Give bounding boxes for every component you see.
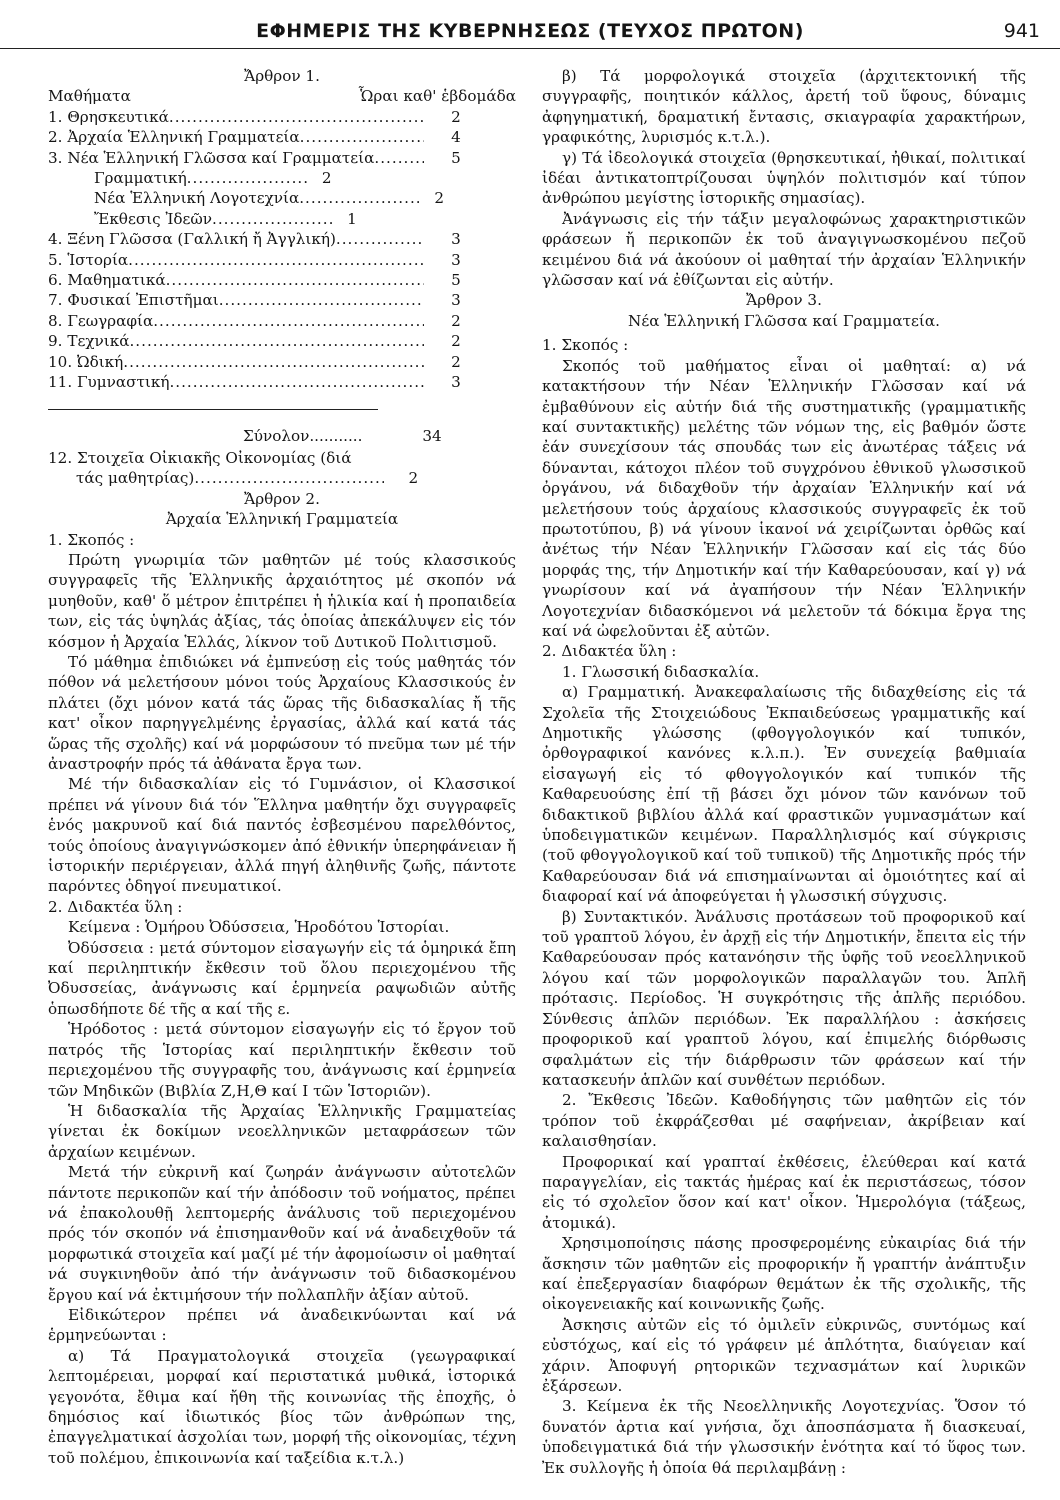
schedule-subrow bbox=[48, 168, 516, 188]
schedule-row-value: 4 bbox=[451, 128, 461, 147]
article-2-section-2-heading: 2. Διδακτέα ὕλη : bbox=[48, 897, 183, 916]
schedule-row bbox=[48, 270, 488, 290]
article-3-section-2-heading: 2. Διδακτέα ὕλη : bbox=[542, 642, 677, 661]
schedule-row-value: 3 bbox=[451, 291, 461, 310]
article-2-paragraph: Μέ τήν διδασκαλίαν εἰς τό Γυμνάσιον, οἱ Κλασσικοί πρέπει νά γίνουν διά τόν Ἕλληνα μαθητήν ὄχι συγγραφεῖς ἑνός μακρυνοῦ καί διά παντός ἐσβεσμένου παρελθόντος, τούς ὁποίους ἀναγιγνώσκομεν ἀπό ἐθνικήν ὑπερηφάνειαν ἤ ἱστορικήν περιέργειαν, ἀλλά πηγή ἀληθινῆς ζωῆς, πάντοτε παρόντες ὁδηγοί πνευματικοί. bbox=[48, 775, 516, 896]
row-12-label-line2: τάς μαθητρίας) bbox=[76, 469, 195, 488]
schedule-subrow bbox=[48, 209, 516, 229]
article-3-paragraph: Χρησιμοποίησις πάσης προσφερομένης εὐκαιρίας διά τήν ἄσκησιν τῶν μαθητῶν εἰς προφορικήν ἤ γραπτήν ἀνάπτυξιν καί ἐπεξεργασίαν διαφόρων θεμάτων ἐκ τῆς σχολικῆς, τῆς οἰκογενειακῆς καί κοινωνικῆς ζωῆς. bbox=[542, 1234, 1026, 1314]
schedule-row bbox=[48, 127, 488, 147]
article-3-title: Ἄρθρον 3. bbox=[746, 291, 822, 310]
row-12-line2 bbox=[48, 468, 516, 488]
schedule-row bbox=[48, 250, 488, 270]
article-2-paragraph: Μετά τήν εὐκρινῆ καί ζωηράν ἀνάγνωσιν αὐτοτελῶν πάντοτε περικοπῶν καί τήν ἀπόδοσιν τοῦ νοήματος, πρέπει νά ἐπακολουθῇ λεπτομερής ἀνάλυσις τοῦ περιεχομένου πρός τόν σκοπόν νά ἐπισημανθοῦν καί νά ἀναδειχθοῦν τά μορφωτικά στοιχεῖα καί μαζί μέ τήν ἀφομοίωσιν οἱ μαθηταί νά συγκινηθοῦν ἀπό τήν ἀνάγνωσιν τοῦ διδασκομένου ἔργου καί νά ἐκτιμήσουν τήν πολλαπλῆν ἀξίαν αὐτοῦ. bbox=[48, 1163, 516, 1304]
schedule-row bbox=[48, 331, 488, 351]
total-divider bbox=[48, 409, 378, 410]
schedule-row-value: 1 bbox=[347, 209, 357, 228]
schedule-row-label: 11. Γυμναστική bbox=[48, 373, 170, 392]
page-header bbox=[0, 18, 1060, 49]
article-3-paragraph: 2. Ἔκθεσις Ἰδεῶν. Καθοδήγησις τῶν μαθητῶν εἰς τόν τρόπον τοῦ ἐκφράζεσθαι μέ σαφήνειαν, ἀκρίβειαν καί καλαισθησίαν. bbox=[542, 1091, 1026, 1151]
row-12-value: 2 bbox=[408, 469, 419, 488]
article-3-paragraph: Σκοπός τοῦ μαθήματος εἶναι οἱ μαθηταί: α) νά κατακτήσουν τήν Νέαν Ἑλληνικήν Γλῶσσαν καί νά ἐμβαθύνουν εἰς αὐτήν διά τῆς συστηματικῆς (γραμματικῆς καί συντακτικῆς) μελέτης τῶν νόμων της, εἰς βαθμόν ὥστε ἐάν συνεχίσουν τάς σπουδάς των εἰς ἀνωτέρας τάξεις νά δύνανται, κάτοχοι πλέον τοῦ συγχρόνου ἐθνικοῦ γλωσσικοῦ ὀργάνου, νά διδαχθοῦν τήν ἀρχαίαν Ἑλληνικήν καί νά μελετήσουν τούς ἀρχαίους κλασσικούς συγγραφεῖς ἐκ τοῦ πρωτοτύπου, β) νά γίνουν ἱκανοί νά χειρίζωνται ὀρθῶς καί ἀνέτως τήν Νέαν Ἑλληνικήν Γλῶσσαν καί εἰς τάς δύο μορφάς της, τήν Δημοτικήν καί τήν Καθαρεύουσαν, καί γ) νά γνωρίσουν καί νά ἀγαπήσουν τήν Νέαν Ἑλληνικήν Λογοτεχνίαν διδασκόμενοι νά μελετοῦν τά δόκιμα ἔργα της καί νά ὠφελοῦνται ἐξ αὐτῶν. bbox=[542, 356, 1026, 640]
schedule-row-value: 5 bbox=[451, 148, 461, 167]
schedule-row-label: Γραμματική bbox=[94, 169, 187, 188]
article-2-section-1-heading: 1. Σκοπός : bbox=[48, 530, 135, 549]
total-leader-dots: ........... bbox=[309, 426, 363, 445]
article-2-paragraph: α) Τά Πραγματολογικά στοιχεῖα (γεωγραφικαί λεπτομέρειαι, μορφαί καί περιστατικά μυθικά, ἱστορικά γεγονότα, ἔθιμα καί ἤθη τῆς κοινωνίας τῆς ἐποχῆς, ὁ δημόσιος καί ἰδιωτικός βίος τῶν ἀνθρώπων της, ἐπαγγελματικαί ἀσχολίαι των, μορφή τῆς οἰκονομίας, τέχνη τοῦ πολέμου, ἐπικοινωνία καί ταξείδια κ.τ.λ.) bbox=[48, 1346, 516, 1467]
article-2-paragraph: Εἰδικώτερον πρέπει νά ἀναδεικνύωνται καί νά ἑρμηνεύωνται : bbox=[48, 1305, 516, 1345]
leader-dots bbox=[336, 229, 424, 249]
article-2-paragraph: β) Τά μορφολογικά στοιχεῖα (ἀρχιτεκτονική τῆς συγγραφῆς, ποιητικόν κάλλος, ἀρετή τοῦ ὕφους, δύναμις ἀφηγηματική, δραματική ἔντασις, σκιαγραφία χαρακτήρων, γραφικότης, λυρισμός κ.τ.λ.). bbox=[542, 67, 1026, 147]
schedule-table bbox=[48, 86, 516, 488]
schedule-table-header bbox=[48, 86, 516, 106]
article-2-paragraph: Ἡρόδοτος : μετά σύντομον εἰσαγωγήν εἰς τό ἔργον τοῦ πατρός τῆς Ἱστορίας καί περιληπτικήν ἔκθεσιν τοῦ περιεχομένου τῆς συγγραφῆς του, ἀνάγνωσις καί ἑρμηνεία τῶν Μηδικῶν (Βιβλία Ζ,Η,Θ καί Ι τῶν Ἱστοριῶν). bbox=[48, 1020, 516, 1100]
article-3-paragraph: β) Συντακτικόν. Ἀνάλυσις προτάσεων τοῦ προφορικοῦ καί τοῦ γραπτοῦ λόγου, ἐν ἀρχῇ εἰς τήν Δημοτικήν, ἔπειτα εἰς τήν Καθαρεύουσαν πρός κατανόησιν τῆς ὑφῆς τοῦ νεοελληνικοῦ λόγου καί τῶν μορφολογικῶν παραλλαγῶν του. Ἁπλῆ πρότασις. Περίοδος. Ἡ συγκρότησις τῆς ἁπλῆς περιόδου. Σύνθεσις ἁπλῶν περιόδων. Ἐκ παραλλήλου : ἀσκήσεις προφορικοῦ καί γραπτοῦ λόγου, καί ἐπιμελής διόρθωσις σφαλμάτων εἰς τήν διάρθρωσιν τῶν φράσεων καί τήν κατασκευήν ἁπλῶν καί συνθέτων περιόδων. bbox=[542, 907, 1026, 1089]
schedule-row bbox=[48, 148, 488, 168]
schedule-row bbox=[48, 372, 488, 392]
leader-dots bbox=[374, 148, 424, 168]
leader-dots bbox=[128, 250, 424, 270]
schedule-row-value: 2 bbox=[434, 189, 445, 208]
schedule-row-label: Ἔκθεσις Ἰδεῶν bbox=[94, 209, 213, 228]
article-2-texts-line: Κείμενα : Ὁμήρου Ὀδύσσεια, Ἡροδότου Ἱστορίαι. bbox=[68, 918, 450, 937]
leader-dots bbox=[153, 311, 424, 331]
article-3-subtitle: Νέα Ἑλληνική Γλῶσσα καί Γραμματεία. bbox=[628, 311, 940, 330]
total-value: 34 bbox=[422, 426, 442, 445]
schedule-row-value: 3 bbox=[451, 373, 461, 392]
schedule-row bbox=[48, 311, 488, 331]
article-3-paragraph: α) Γραμματική. Ἀνακεφαλαίωσις τῆς διδαχθείσης εἰς τά Σχολεῖα τῆς Στοιχειώδους Ἐκπαιδεύσεως γραμματικῆς καί Δημοτικῆς γλώσσης (φθογγολογικόν καί τυπικόν, ὀρθογραφικοί κανόνες κ.λ.π.). Ἐν συνεχείᾳ βαθμιαία εἰσαγωγή εἰς τό φθογγολογικόν καί τυπικόν τῆς Καθαρευούσης ἐπί τῇ βάσει ὄχι μόνον τῶν κανόνων τοῦ διδακτικοῦ βιβλίου ἀλλά καί φραστικῶν γυμνασμάτων καί ὑποδειγματικῶν κειμένων. Παραλληλισμός καί σύγκρισις (τοῦ φθογγολογικοῦ καί τοῦ τυπικοῦ) τῆς Δημοτικῆς πρός τήν Καθαρεύουσαν διά νά επισημαίνωνται αἱ ὁμοιότητες καί αἱ διαφοραί καί νά ἀποφεύγεται ἡ γλωσσική σύγχυσις. bbox=[542, 683, 1026, 906]
schedule-row bbox=[48, 352, 488, 372]
article-2-subtitle: Ἀρχαία Ἑλληνική Γραμματεία bbox=[165, 510, 399, 529]
leader-dots bbox=[300, 127, 424, 147]
schedule-rows bbox=[48, 107, 516, 393]
article-1-title: Ἄρθρον 1. bbox=[244, 67, 320, 85]
article-2-paragraph: γ) Τά ἰδεολογικά στοιχεῖα (θρησκευτικαί, ἠθικαί, πολιτικαί ἰδέαι ἀντικατοπτρίζουσαι ὑψηλόν πολιτισμόν καί τύπον ἀνθρώπου μεγίστης ἱστορικῆς σημασίας). bbox=[542, 148, 1026, 208]
page-number: 941 bbox=[1003, 20, 1040, 42]
schedule-row-value: 2 bbox=[451, 311, 461, 330]
article-2-paragraph: Ἀνάγνωσις εἰς τήν τάξιν μεγαλοφώνως χαρακτηριστικῶν φράσεων ἤ περικοπῶν ἐκ τοῦ ἀναγιγνωσκομένου πεζοῦ κειμένου διά νά ἀκούουν οἱ μαθηταί τήν ἀρχαίαν Ἑλληνικήν γλῶσσαν καί νά ἐθίζωνται εἰς αὐτήν. bbox=[542, 209, 1026, 290]
schedule-subrow bbox=[48, 188, 516, 208]
schedule-row-label: 8. Γεωγραφία bbox=[48, 311, 154, 330]
schedule-row bbox=[48, 290, 488, 310]
article-3-subheading: 1. Γλωσσική διδασκαλία. bbox=[562, 662, 760, 681]
schedule-row-value: 2 bbox=[451, 332, 461, 351]
leader-dots bbox=[299, 188, 419, 208]
article-3-paragraph: 3. Κείμενα ἐκ τῆς Νεοελληνικῆς Λογοτεχνίας. Ὅσον τό δυνατόν ἀρτια καί γνήσια, ὄχι ἀποσπάσματα ἤ διασκευαί, ὑποδειγματικά διά τήν γλωσσικήν ἑνότητα καί τό ὕφος των. Ἐκ συλλογῆς ἡ ὁποία θά περιλαμβάνῃ : bbox=[542, 1397, 1026, 1477]
schedule-row-value: 3 bbox=[451, 250, 461, 269]
schedule-row-label: 10. Ὠδική bbox=[48, 352, 124, 371]
article-2-paragraph: Πρώτη γνωριμία τῶν μαθητῶν μέ τούς κλασσικούς συγγραφεῖς τῆς Ἑλληνικῆς ἀρχαιότητος μέ σκοπόν νά μυηθοῦν, καθ' ὅ μέτρον ἐπιτρέπει ἡ ἡλικία καί ἡ προπαιδεία των, εἰς τάς ὑψηλάς ἀξίας, τάς ὁποίας ἀπεκάλυψεν εἰς τόν κόσμον ἡ Ἀρχαία Ἑλλάς, λίκνον τοῦ Δυτικοῦ Πολιτισμοῦ. bbox=[48, 550, 516, 651]
article-2-title: Ἄρθρον 2. bbox=[244, 489, 320, 508]
leader-dots bbox=[166, 270, 424, 290]
left-column bbox=[48, 66, 516, 1468]
schedule-row-label: 6. Μαθηματικά bbox=[48, 271, 166, 290]
article-3-paragraph: Προφορικαί καί γραπταί ἐκθέσεις, ἐλεύθεραι καί κατά παραγγελίαν, εἰς τακτάς ἡμέρας καί ἐκ περιστάσεως, τόσον εἰς τό σχολεῖον ὅσον καί κατ' οἶκον. Ἡμερολόγια (τάξεως, ἀτομικά). bbox=[542, 1152, 1026, 1232]
leader-dots bbox=[169, 107, 424, 127]
article-3-section-1-heading: 1. Σκοπός : bbox=[542, 336, 629, 355]
leader-dots bbox=[129, 331, 424, 351]
schedule-row bbox=[48, 107, 488, 127]
schedule-row-12 bbox=[48, 448, 516, 489]
schedule-row-value: 5 bbox=[451, 271, 461, 290]
schedule-row-label: 1. Θρησκευτικά bbox=[48, 107, 169, 126]
row-12-leader-dots bbox=[194, 468, 384, 488]
leader-dots bbox=[212, 209, 332, 229]
schedule-row-label: 7. Φυσικαί Ἐπιστῆμαι bbox=[48, 291, 219, 310]
column-hours-heading: Ὧραι καθ' ἑβδομάδα bbox=[358, 87, 516, 106]
article-2-paragraph: Ἡ διδασκαλία τῆς Ἀρχαίας Ἑλληνικῆς Γραμματείας γίνεται ἐκ δοκίμων νεοελληνικῶν μεταφράσεων τῶν ἀρχαίων κειμένων. bbox=[48, 1101, 516, 1161]
schedule-row-label: 9. Τεχνικά bbox=[48, 332, 130, 351]
row-12-label-line1: 12. Στοιχεῖα Οἰκιακῆς Οἰκονομίας (διά bbox=[48, 448, 352, 467]
leader-dots bbox=[123, 352, 424, 372]
schedule-row-value: 2 bbox=[321, 169, 332, 188]
gazette-title: ΕΦΗΜΕΡΙΣ ΤΗΣ ΚΥΒΕΡΝΗΣΕΩΣ (ΤΕΥΧΟΣ ΠΡΩΤΟΝ) bbox=[256, 20, 804, 42]
total-label: Σύνολον bbox=[243, 426, 310, 445]
schedule-total-row bbox=[48, 426, 516, 446]
article-2-paragraph: Τό μάθημα ἐπιδιώκει νά ἐμπνεύσῃ εἰς τούς μαθητάς τόν πόθον νά μελετήσουν μόνοι τούς Ἀρχαίους Κλασσικούς ἐν πλάτει (ὄχι μόνον κατά τάς ὥρας τῆς διδασκαλίας ἤ τῆς κατ' οἶκον παρηγγελμένης ἐργασίας, ἀλλά καί κατά τάς ὥρας τῆς σχολῆς) καί νά μορφώσουν τό πνεῦμα των μέ τήν ἀναστροφήν πρός τά ἀθάνατα ἔργα των. bbox=[48, 652, 516, 773]
schedule-row-label: 2. Ἀρχαία Ἑλληνική Γραμματεία bbox=[48, 128, 300, 147]
right-column bbox=[542, 66, 1026, 1478]
schedule-row-label: 3. Νέα Ἑλληνική Γλῶσσα καί Γραμματεία bbox=[48, 148, 375, 167]
schedule-row-label: Νέα Ἑλληνική Λογοτεχνία bbox=[94, 189, 300, 208]
schedule-row-label: 5. Ἱστορία bbox=[48, 250, 129, 269]
article-3-paragraph: Ἀσκησις αὐτῶν εἰς τό ὁμιλεῖν εὐκρινῶς, συντόμως καί εὐστόχως, καί εἰς τό γράφειν μέ ἁπλότητα, διαύγειαν καί χάριν. Ἀποφυγή ρητορικῶν τεχνασμάτων καί λυρικῶν ἐξάρσεων. bbox=[542, 1315, 1026, 1395]
schedule-row-label: 4. Ξένη Γλῶσσα (Γαλλική ἤ Ἀγγλική) bbox=[48, 230, 336, 249]
schedule-row bbox=[48, 229, 488, 249]
schedule-row-value: 3 bbox=[451, 230, 461, 249]
leader-dots bbox=[169, 372, 424, 392]
column-subjects-heading: Μαθήματα bbox=[48, 87, 131, 106]
leader-dots bbox=[219, 290, 424, 310]
schedule-row-value: 2 bbox=[451, 107, 461, 126]
leader-dots bbox=[187, 168, 307, 188]
schedule-row-value: 2 bbox=[451, 352, 461, 371]
article-2-paragraph: Ὀδύσσεια : μετά σύντομον εἰσαγωγήν εἰς τά ὁμηρικά ἔπη καί περιληπτικήν ἔκθεσιν τοῦ ὅλου περιεχομένου τῆς Ὀδυσσείας, ἀνάγνωσις καί ἑρμηνεία ραψωδιῶν αὐτῆς ὁπωσδήποτε δέ τῆς α καί τῆς ε. bbox=[48, 938, 516, 1018]
